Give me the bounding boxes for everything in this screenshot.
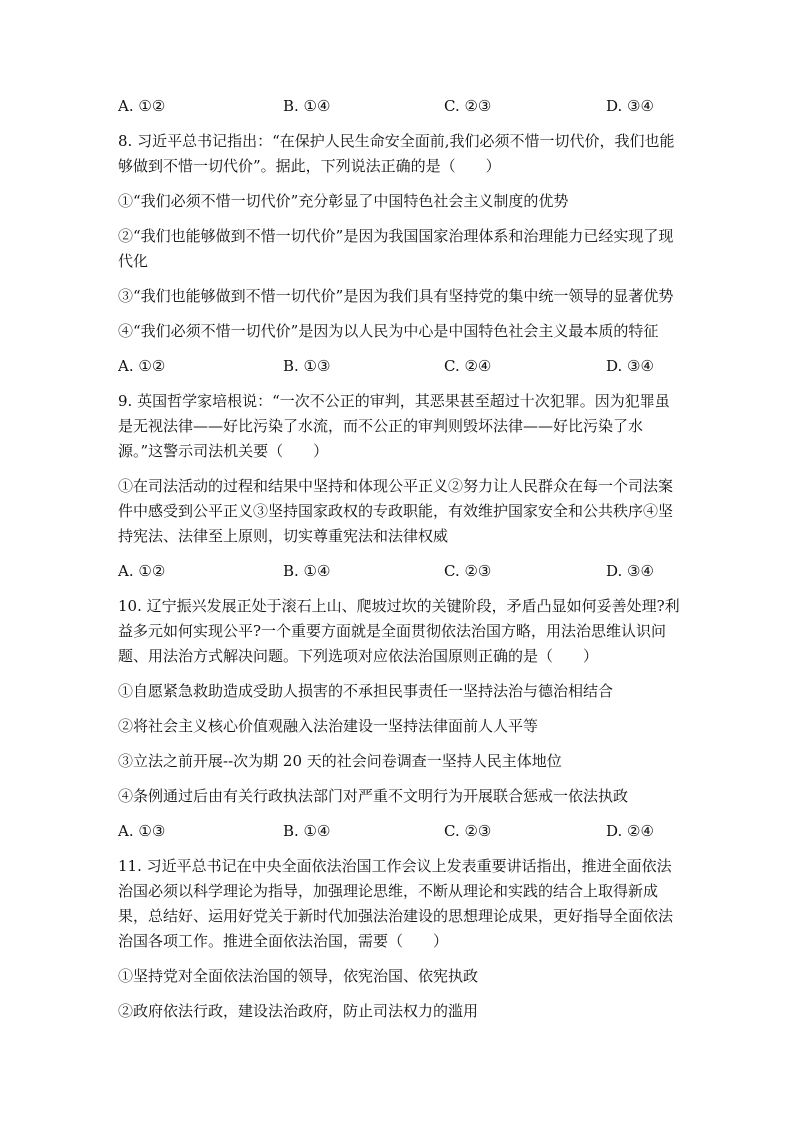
option-a: A. ①② <box>118 97 166 115</box>
answer-options-q7 <box>118 94 680 119</box>
answer-options-q9 <box>118 559 680 584</box>
answer-options-q8 <box>118 354 680 379</box>
option-b: B. ①④ <box>283 97 331 115</box>
question-10-statement-2: ②将社会主义核心价值观融入法治建设一坚持法律面前人人平等 <box>118 717 539 735</box>
option-c: C. ②③ <box>444 562 492 580</box>
option-a: A. ①② <box>118 562 166 580</box>
question-8-statement-1: ①“我们必须不惜一切代价”充分彰显了中国特色社会主义制度的优势 <box>118 192 569 210</box>
question-10-statement-4: ④条例通过后由有关行政执法部门对严重不文明行为开展联合惩戒一依法执政 <box>118 787 629 805</box>
question-8-statement-2: ②“我们也能够做到不惜一切代价”是因为我国国家治理体系和治理能力已经实现了现代化 <box>118 227 674 270</box>
exam-content <box>118 94 680 1034</box>
option-d: D. ③④ <box>606 357 654 375</box>
question-8-statement-4: ④“我们必须不惜一切代价”是因为以人民为中心是中国特色社会主义最本质的特征 <box>118 322 659 340</box>
option-c: C. ②③ <box>444 97 492 115</box>
option-b: B. ①④ <box>283 562 331 580</box>
answer-options-q10 <box>118 819 680 844</box>
question-11-statement-1: ①坚持党对全面依法治国的领导，依宪治国、依宪执政 <box>118 967 479 985</box>
question-11-stem: 11. 习近平总书记在中央全面依法治国工作会议上发表重要讲话指出，推进全面依法治国必须以科学理论为指导，加强理论思维，不断从理论和实践的结合上取得新成果，总结好、运用好党关于新时代加强法治建设的思想理论成果，更好指导全面依法治国各项工作。推进全面依法治国，需要（ ） <box>118 857 674 950</box>
option-d: D. ③④ <box>606 562 654 580</box>
option-b: B. ①④ <box>283 822 331 840</box>
question-10-statement-3: ③立法之前开展--次为期 20 天的社会问卷调查一坚持人民主体地位 <box>118 752 562 770</box>
option-c: C. ②③ <box>444 822 492 840</box>
question-9-statements: ①在司法活动的过程和结果中坚持和体现公平正义②努力让人民群众在每一个司法案件中感受到公平正义③坚持国家政权的专政职能，有效维护国家安全和公共秩序④坚持宪法、法律至上原则，切实尊重宪法和法律权威 <box>118 477 674 545</box>
option-a: A. ①③ <box>118 822 166 840</box>
option-d: D. ②④ <box>606 822 654 840</box>
option-a: A. ①② <box>118 357 166 375</box>
question-8-stem: 8. 习近平总书记指出：“在保护人民生命安全面前,我们必须不惜一切代价，我们也能够做到不惜一切代价”。据此，下列说法正确的是（ ） <box>118 132 675 175</box>
question-8-statement-3: ③“我们也能够做到不惜一切代价”是因为我们具有坚持党的集中统一领导的显著优势 <box>118 287 674 305</box>
question-10-stem: 10. 辽宁振兴发展正处于滚石上山、爬坡过坎的关键阶段，矛盾凸显如何妥善处理?利益多元如何实现公平?一个重要方面就是全面贯彻依法治国方略，用法治思维认识问题、用法治方式解决问题。下列选项对应依法治国原则正确的是（ ） <box>118 597 680 665</box>
question-11-statement-2: ②政府依法行政，建设法治政府，防止司法权力的滥用 <box>118 1002 479 1020</box>
question-10-statement-1: ①自愿紧急救助造成受助人损害的不承担民事责任一坚持法治与德治相结合 <box>118 682 614 700</box>
option-b: B. ①③ <box>283 357 331 375</box>
option-d: D. ③④ <box>606 97 654 115</box>
option-c: C. ②④ <box>444 357 492 375</box>
question-9-stem: 9. 英国哲学家培根说：“一次不公正的审判，其恶果甚至超过十次犯罪。因为犯罪虽是无视法律——好比污染了水流，而不公正的审判则毁坏法律——好比污染了水源。”这警示司法机关要（ ） <box>118 392 670 460</box>
